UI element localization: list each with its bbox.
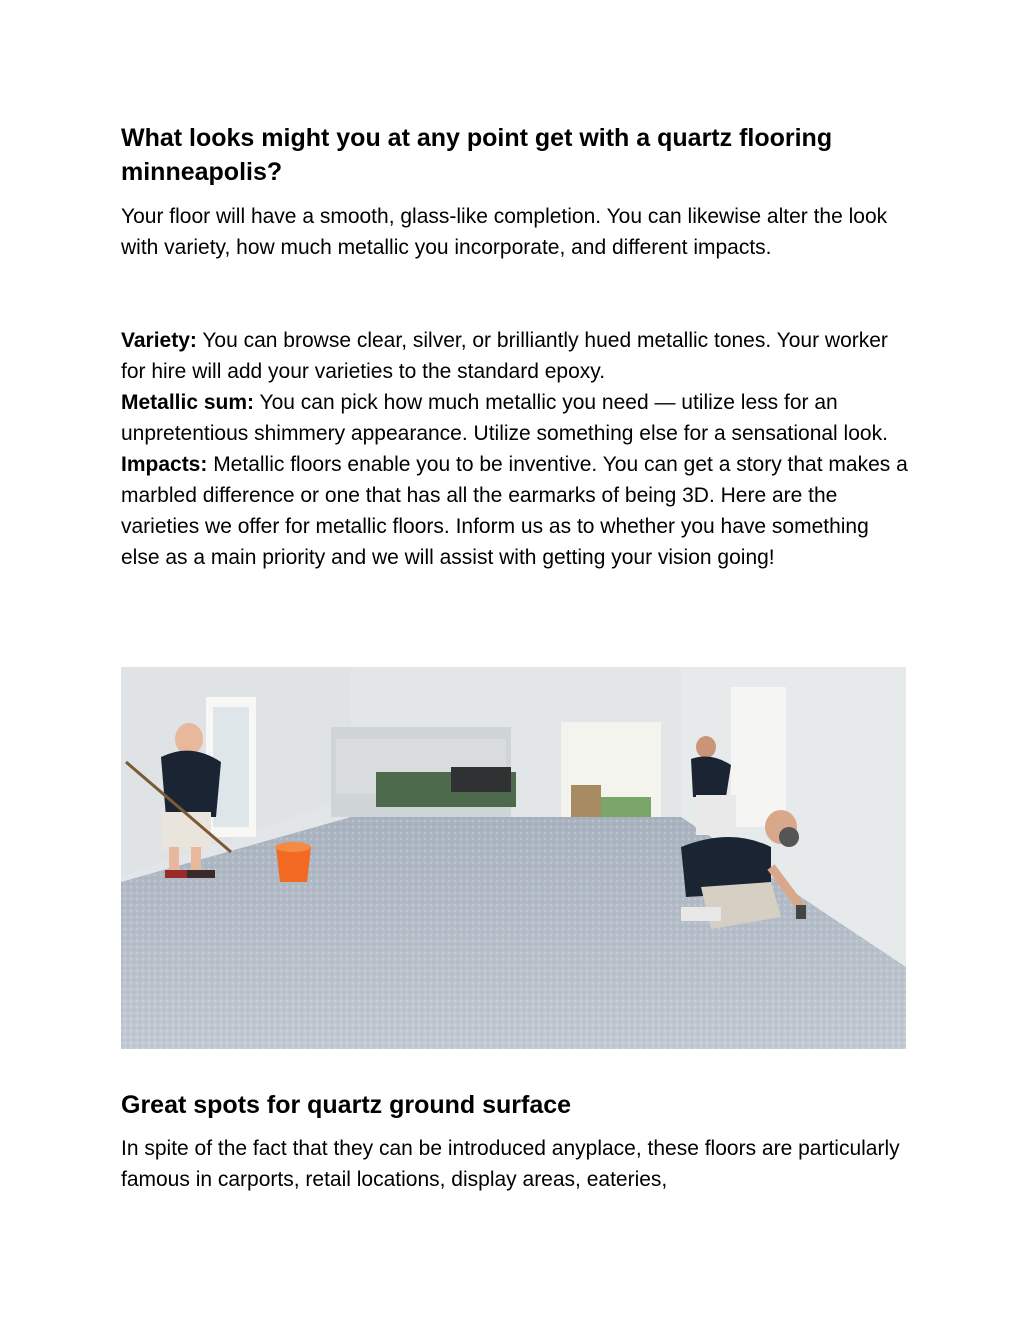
feature-item-variety [121,325,911,387]
feature-text: You can browse clear, silver, or brilliantly hued metallic tones. Your worker for hire will add your varieties to the standard epoxy. [121,329,888,383]
intro-paragraph: Your floor will have a smooth, glass-like completion. You can likewise alter the look with variety, how much metallic you incorporate, and different impacts. [121,205,888,259]
feature-text: You can pick how much metallic you need — utilize less for an unpretentious shimmery appearance. Utilize something else for a sensational look. [121,391,888,445]
feature-list [121,325,911,573]
closing-paragraph: In spite of the fact that they can be introduced anyplace, these floors are particularly famous in carports, retail locations, display areas, eateries, [121,1137,900,1191]
feature-item-metallic-sum [121,387,911,449]
feature-term: Impacts: [121,453,208,476]
feature-term: Variety: [121,329,197,352]
feature-term: Metallic sum: [121,391,255,414]
section-heading: Great spots for quartz ground surface [121,1091,572,1119]
section-heading: What looks might you at any point get with a quartz flooring minneapolis? [121,124,833,186]
garage-floor-photo [121,667,906,1049]
feature-item-impacts [121,449,911,573]
feature-text: Metallic floors enable you to be inventive. You can get a story that makes a marbled difference or one that has all the earmarks of being 3D. Here are the varieties we offer for metallic floors. Inform us as to whether you have something else as a main priority and we will assist with getting your vision going! [121,453,908,569]
